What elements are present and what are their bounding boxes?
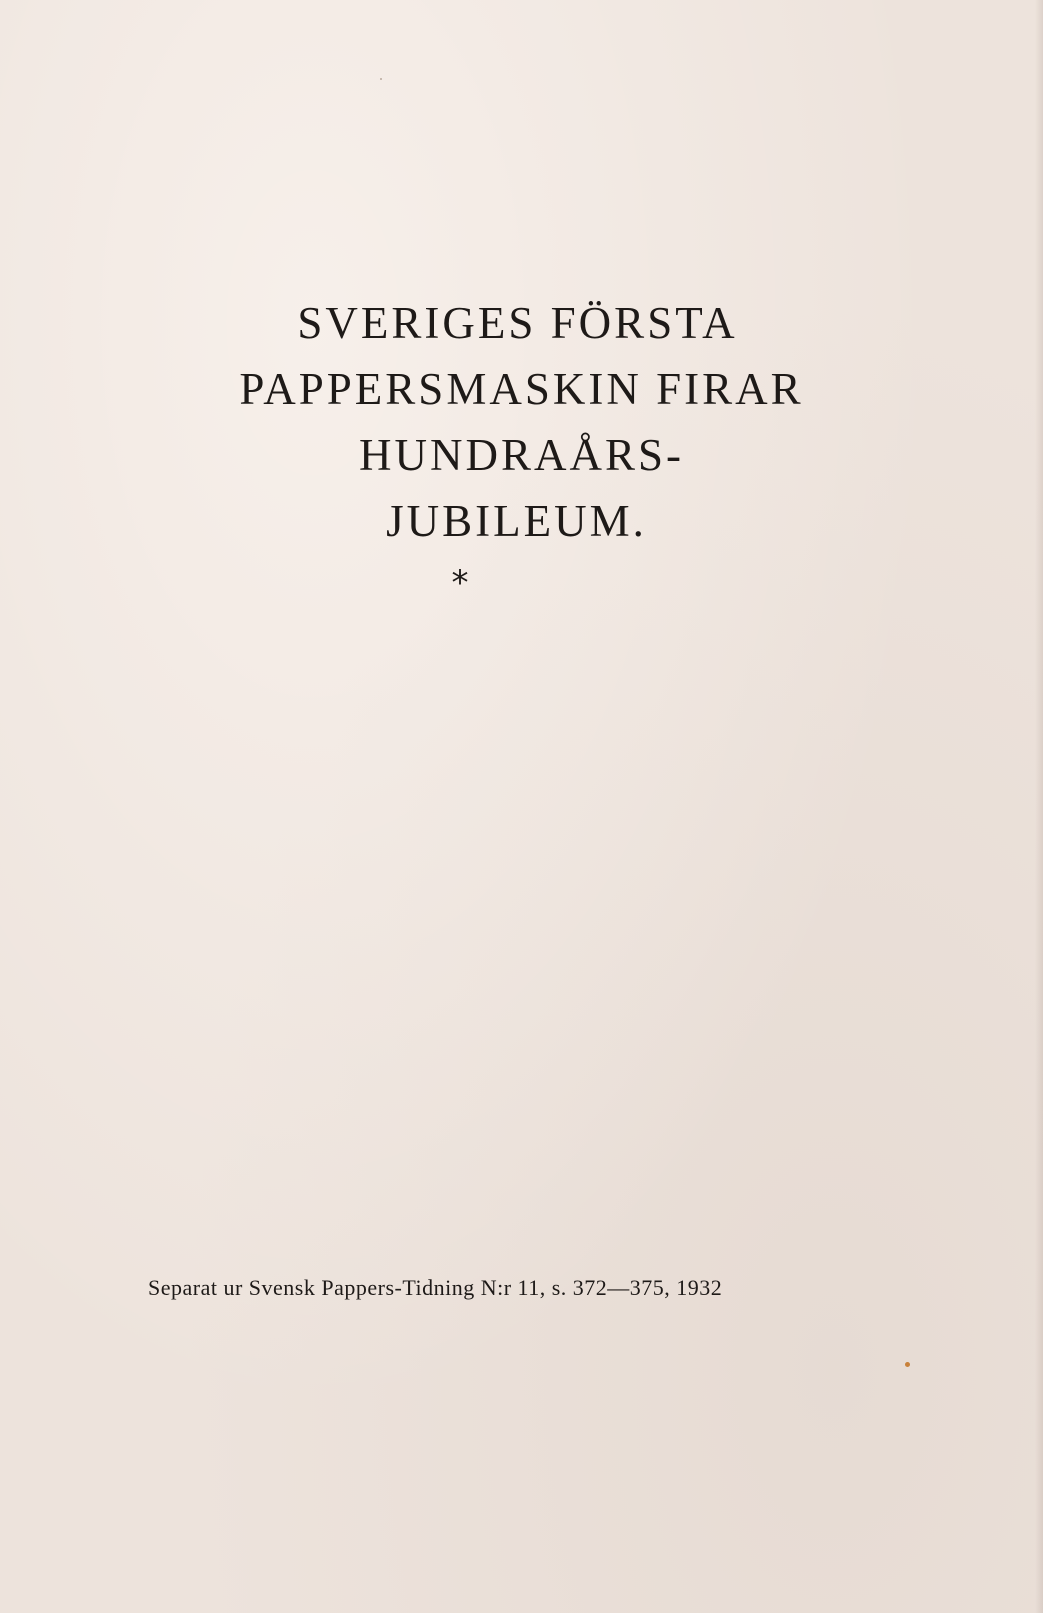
- paper-speck: [905, 1362, 910, 1367]
- asterisk-ornament: *: [451, 563, 469, 603]
- title-line-1: SVERIGES FÖRSTA: [297, 298, 738, 348]
- paper-speck: [380, 78, 382, 80]
- page-edge-shadow: [1035, 0, 1043, 1613]
- title-line-3: HUNDRAÅRS-: [358, 430, 685, 480]
- title-line-4: JUBILEUM.: [386, 496, 647, 546]
- source-citation: Separat ur Svensk Pappers-Tidning N:r 11, s. 372—375, 1932: [148, 1275, 723, 1300]
- title-block: [0, 290, 1043, 554]
- title-line-2: PAPPERSMASKIN FIRAR: [239, 364, 804, 414]
